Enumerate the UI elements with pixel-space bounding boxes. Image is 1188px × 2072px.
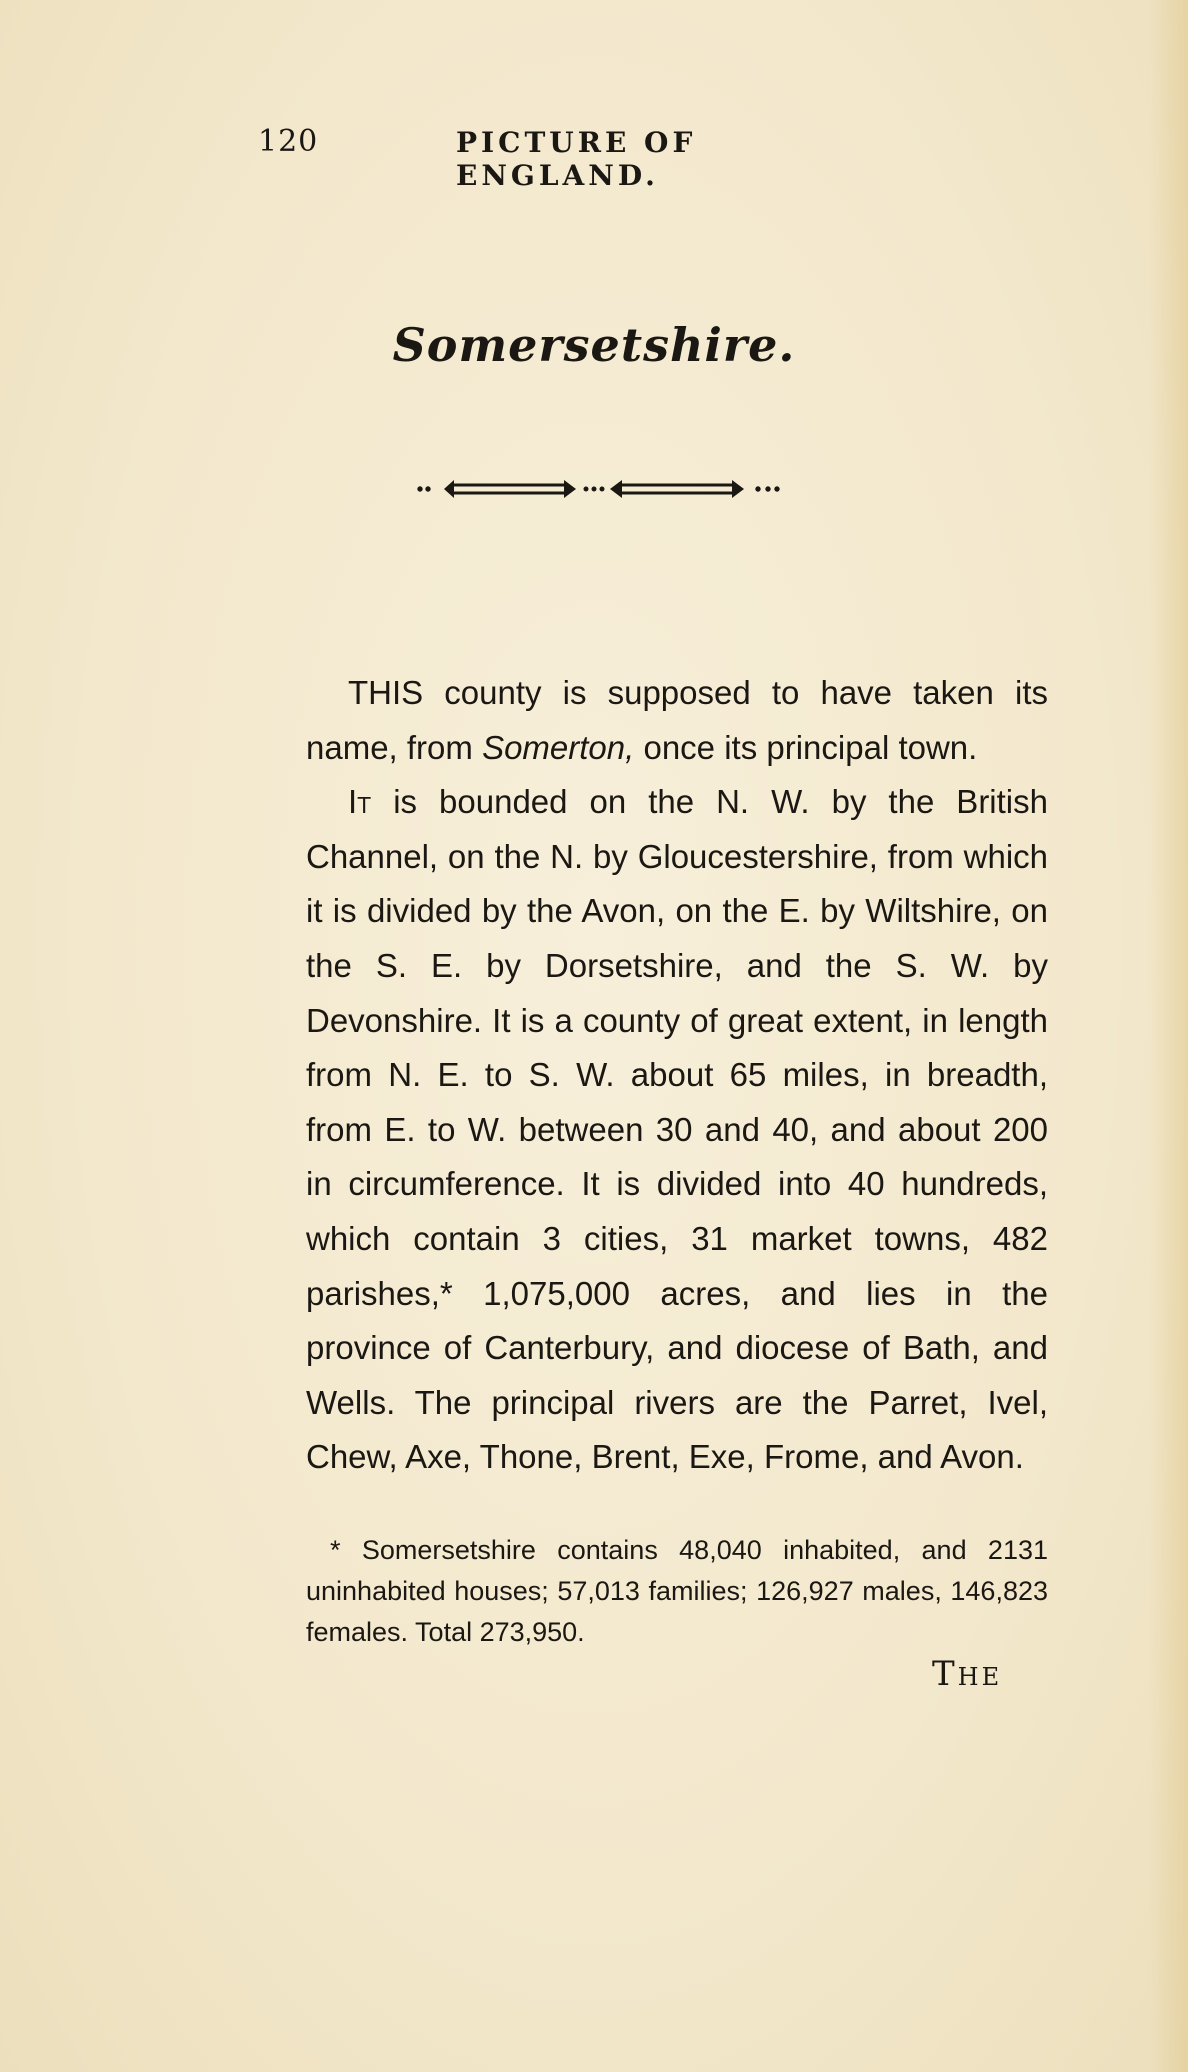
decorative-rule-ornament (414, 476, 784, 502)
page-edge-shading (1148, 0, 1188, 2072)
paragraph-1-text: THIS county is supposed to have taken its name, from (306, 674, 1048, 766)
paragraph-2 (306, 775, 1048, 1485)
paragraph-2-lead: It (348, 783, 372, 821)
paragraph-2-text: is bounded on the N. W. by the British Channel, on the N. by Gloucestershire, from which it is divided by the Avon, on the E. by Wiltshire, on the S. E. by Dorsetshire, and the S. W. by Devonshire. It is a county of great extent, in length from N. E. to S. W. about 65 miles, in breadth, from E. to W. between 30 and 40, and about 200 in circumference. It is divided into 40 hundreds, which contain 3 cities, 31 market towns, 482 parishes,* 1,075,000 acres, and lies in the province of Canterbury, and diocese of Bath, and Wells. The principal rivers are the Parret, Ivel, Chew, Axe, Thone, Brent, Exe, Frome, and Avon. (306, 783, 1048, 1476)
page-number: 120 (258, 124, 319, 159)
running-title: PICTURE OF ENGLAND. (456, 126, 697, 192)
catchword: The (932, 1654, 1003, 1694)
footnote-text: * Somersetshire contains 48,040 inhabited, and 2131 uninhabited houses; 57,013 families; 126,927 males, 146,823 females. Total 273,950. (306, 1535, 1048, 1647)
footnote (306, 1530, 1048, 1653)
paragraph-1 (306, 666, 1048, 775)
body-text (306, 666, 1048, 1485)
paragraph-1-emphasis: Somerton, (482, 728, 635, 766)
chapter-heading: Somersetshire. (392, 318, 796, 372)
paragraph-1-text-end: once its principal town. (634, 728, 978, 766)
page-header (258, 124, 898, 192)
